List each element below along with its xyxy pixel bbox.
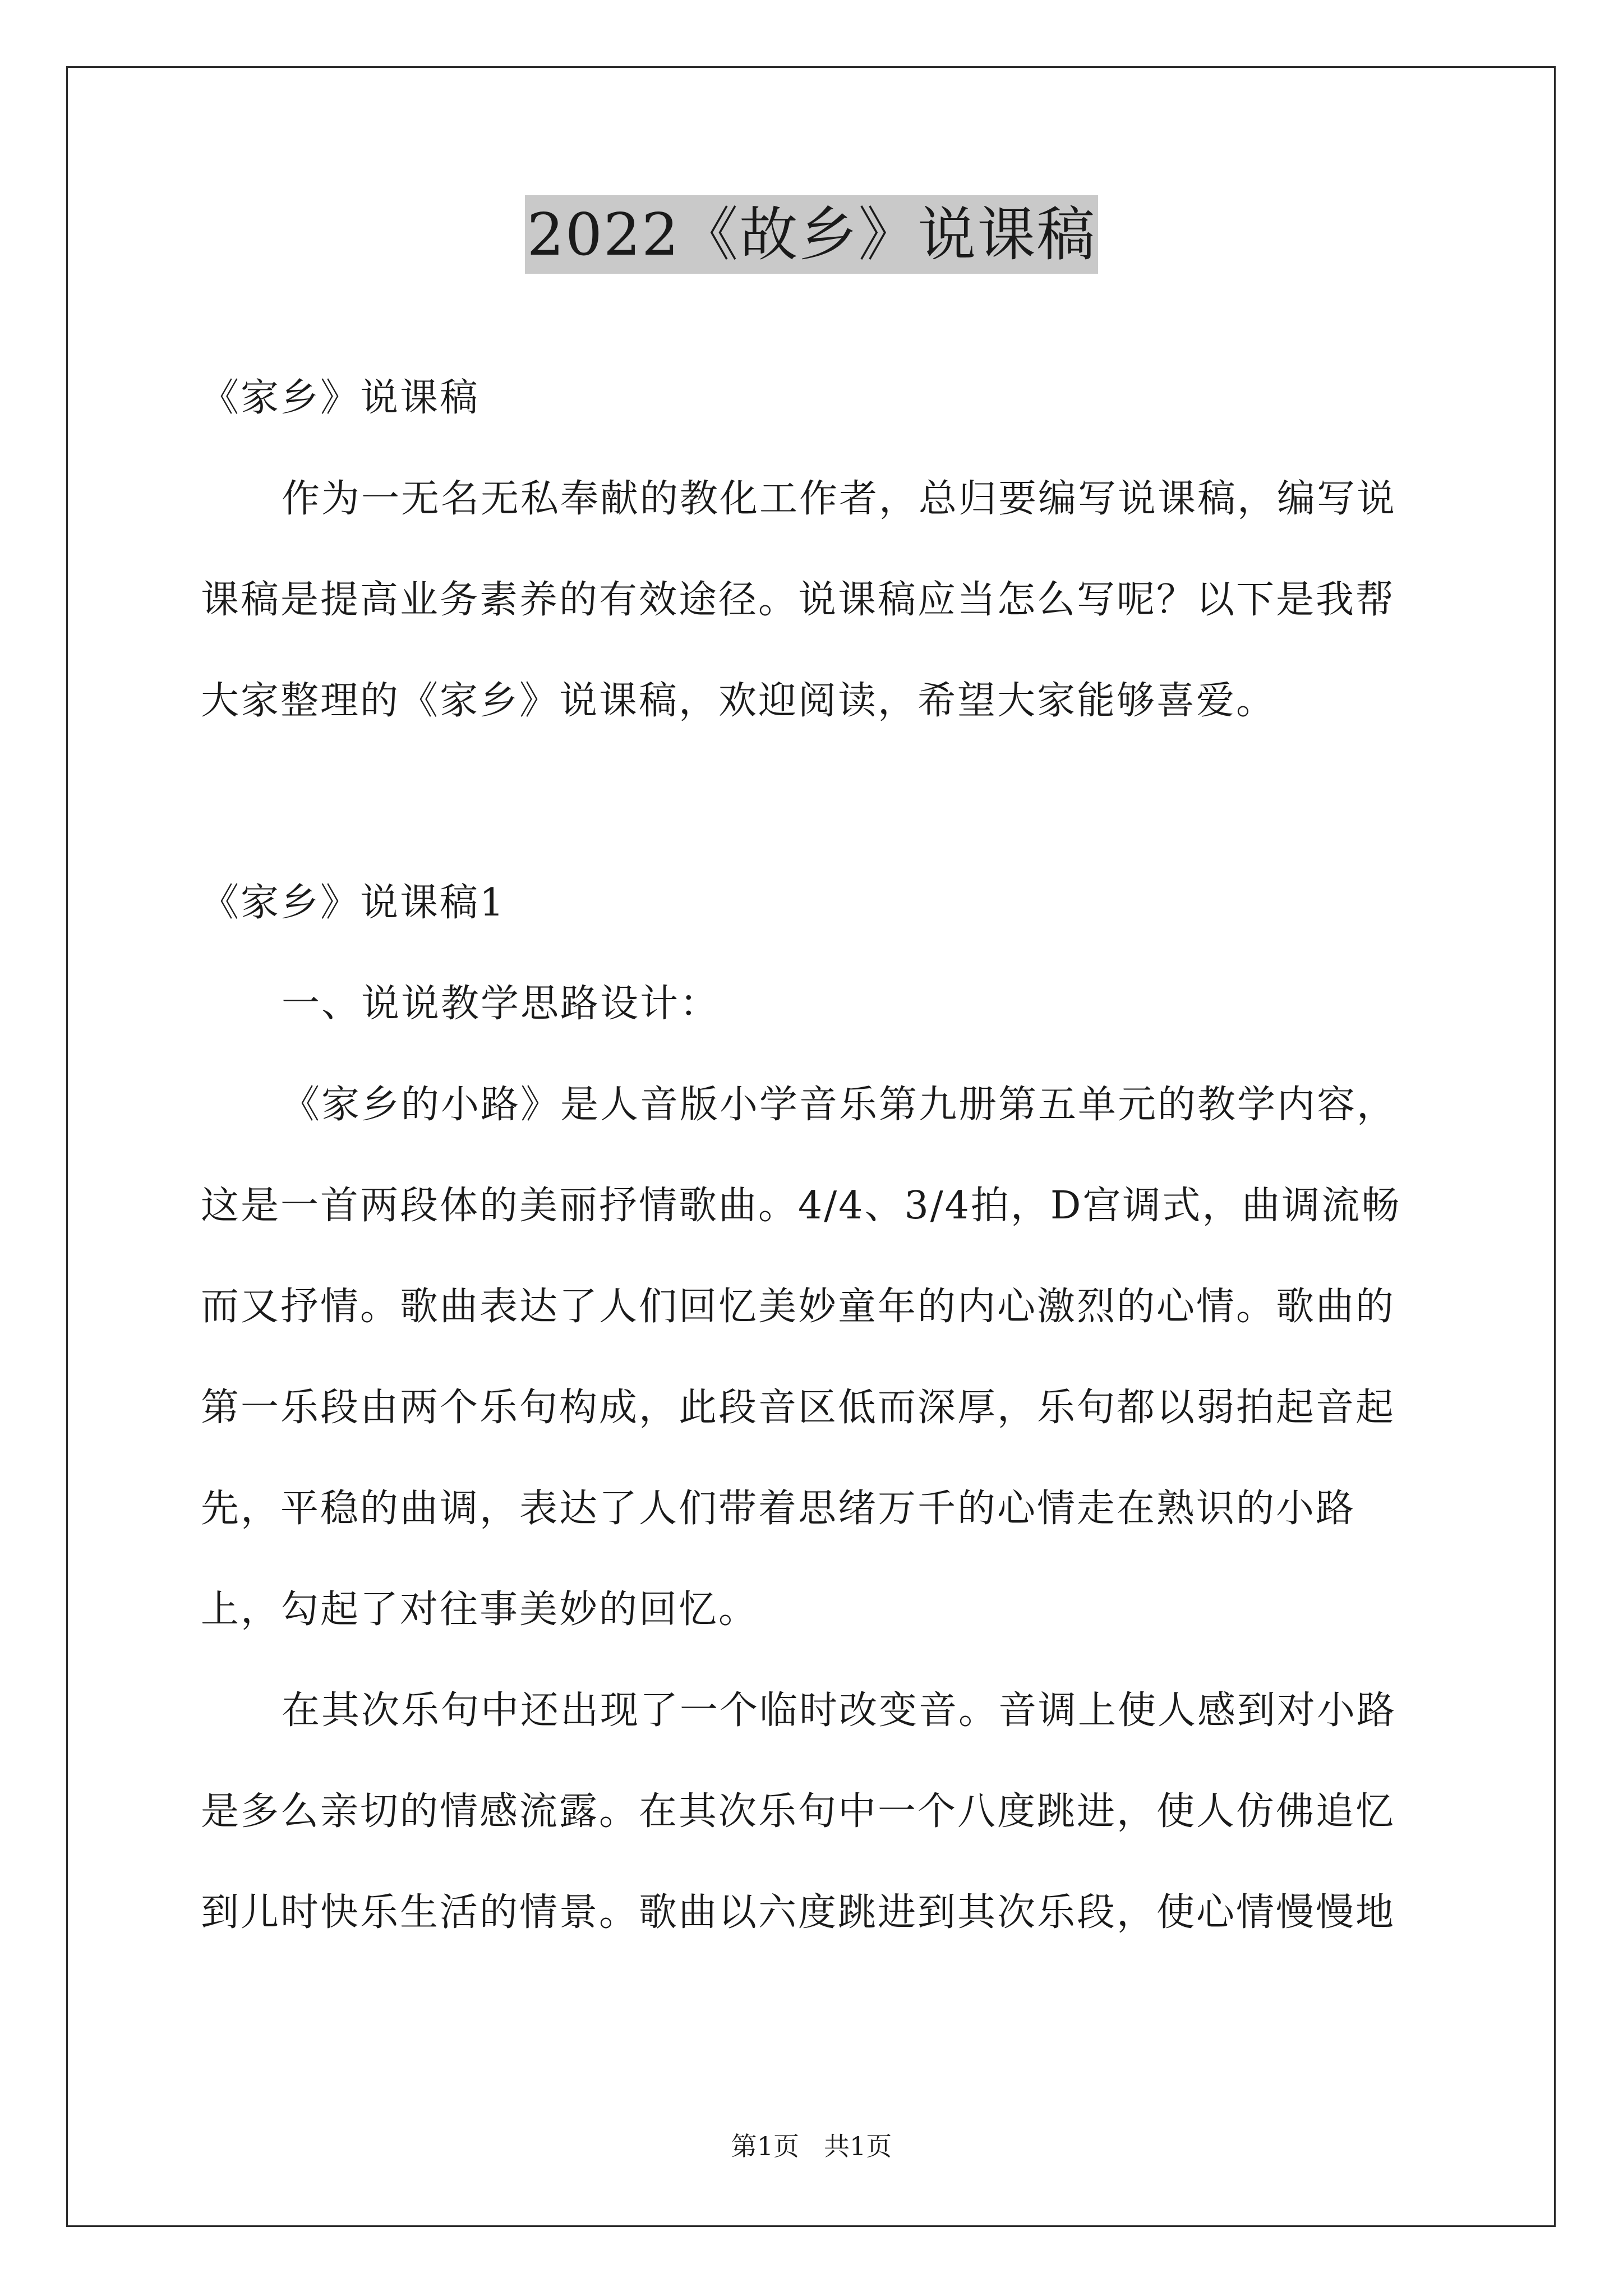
paragraph: 在其次乐句中还出现了一个临时改变音。音调上使人感到对小路是多么亲切的情感流露。在其次乐句中一个八度跳进，使人仿佛追忆到儿时快乐生活的情景。歌曲以六度跳进到其次乐段，使心情慢慢地 — [201, 1688, 1397, 1935]
page-footer — [0, 2129, 1623, 2163]
paragraph: 作为一无名无私奉献的教化工作者，总归要编写说课稿，编写说课稿是提高业务素养的有效途径。说课稿应当怎么写呢？以下是我帮大家整理的《家乡》说课稿，欢迎阅读，希望大家能够喜爱。 — [201, 477, 1397, 723]
paragraph-gap — [201, 752, 1435, 853]
document-title: 2022《故乡》说课稿 — [525, 195, 1099, 274]
paragraph: 《家乡的小路》是人音版小学音乐第九册第五单元的教学内容，这是一首两段体的美丽抒情歌曲。4/4、3/4拍，D宫调式，曲调流畅而又抒情。歌曲表达了人们回忆美妙童年的内心激烈的心情。歌曲的第一乐段由两个乐句构成，此段音区低而深厚，乐句都以弱拍起音起先，平稳的曲调，表达了人们带着思绪万千的心情走在熟识的小路上，勾起了对往事美妙的回忆。 — [201, 1083, 1401, 1632]
paragraph: 《家乡》说课稿 — [201, 376, 480, 420]
paragraph: 一、说说教学思路设计： — [282, 982, 720, 1026]
page-number: 第1页 — [731, 2131, 799, 2161]
section-heading: 《家乡》说课稿1 — [201, 881, 506, 925]
document-body — [201, 348, 1435, 1963]
title-container — [0, 195, 1623, 274]
page-total: 共1页 — [824, 2131, 892, 2161]
